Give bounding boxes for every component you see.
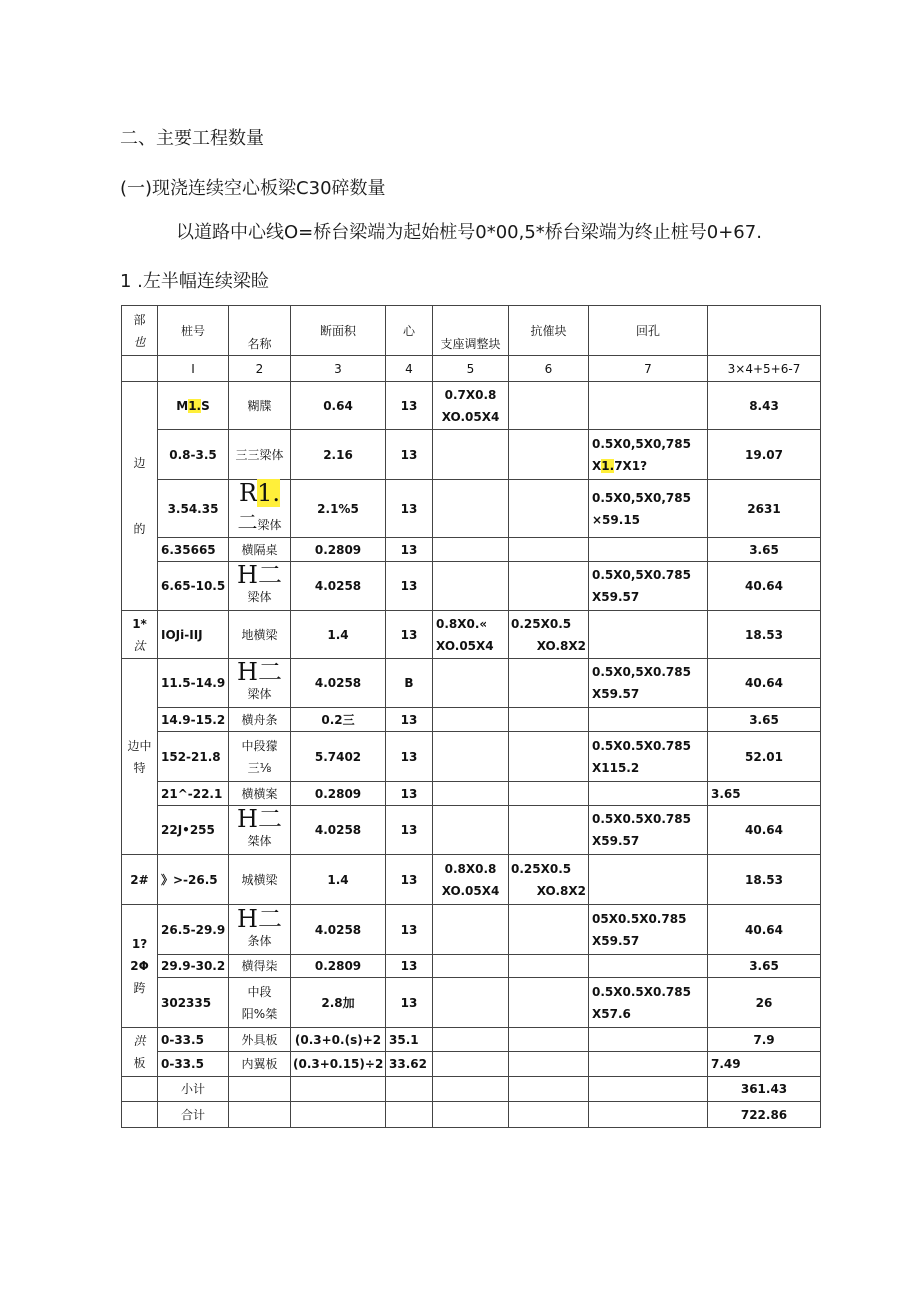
table-row: 1* 汰 IOJi-IIJ 地横梁 1.4 13 0.8X0.« XO.05X4 0.25X0.5 XO.8X2 18.53 [122, 611, 821, 659]
header-name: 名称 [229, 306, 291, 356]
pile-cell: M1.S [158, 382, 229, 430]
group-label: 2# [122, 855, 158, 905]
table-heading: 1 .左半幅连续梁睑 [120, 271, 269, 292]
section-heading: 二、主要工程数量 [120, 128, 264, 149]
index-row: I 2 3 4 5 6 7 3×4+5+6-7 [122, 356, 821, 382]
total-cell: 8.43 [708, 382, 821, 430]
table-row: 3.54.35 R1. 二梁体 2.1%5 13 0.5X0,5X0,785 ×59.15 2631 [122, 480, 821, 538]
header-length: 心 [386, 306, 433, 356]
table-row: 6.35665 横隔桌 0.2809 13 3.65 [122, 538, 821, 562]
header-part: 部 也 [122, 306, 158, 356]
intro-paragraph: 以道路中心线O=桥台梁端为起始桩号0*00,5*桥台梁端为终止桩号0+67. [176, 222, 762, 243]
table-row: 洪 板 0-33.5 外具板 (0.3+0.(s)+2 35.1 7.9 [122, 1028, 821, 1052]
table-row: 302335 中段 阳%桀 2.8加 13 0.5X0.5X0.785 X57.6 26 [122, 978, 821, 1028]
subtotal-value: 361.43 [708, 1077, 821, 1102]
group-label: 1?2Φ 跨 [122, 905, 158, 1028]
grandtotal-label: 合计 [158, 1102, 229, 1128]
table-row: 2# 》>-26.5 城横梁 1.4 13 0.8X0.8 XO.05X4 0.25X0.5 XO.8X2 18.53 [122, 855, 821, 905]
table-row: 152-21.8 中段獴 三⅛ 5.7402 13 0.5X0.5X0.785 X115.2 52.01 [122, 732, 821, 782]
area-cell: 0.64 [291, 382, 386, 430]
table-header-row [122, 306, 821, 356]
group-label: 边中 特 [122, 659, 158, 855]
subtotal-row [122, 1077, 821, 1102]
quantity-table [121, 305, 821, 1128]
header-area: 断面积 [291, 306, 386, 356]
header-pile: 桩号 [158, 306, 229, 356]
table-row: 14.9-15.2 横舟条 0.2三 13 3.65 [122, 708, 821, 732]
table-row [122, 382, 821, 430]
grandtotal-row [122, 1102, 821, 1128]
name-cell: 糊牒 [229, 382, 291, 430]
table-row: 边中 特 11.5-14.9 H二 梁体 4.0258 B 0.5X0,5X0.785 X59.57 40.64 [122, 659, 821, 708]
header-hole: 回孔 [589, 306, 708, 356]
subtotal-label: 小计 [158, 1077, 229, 1102]
header-total [708, 306, 821, 356]
table-row: 21^-22.1 横横案 0.2809 13 3.65 [122, 782, 821, 806]
table-row: 0-33.5 内翼板 (0.3+0.15)÷2 33.62 7.49 [122, 1052, 821, 1077]
table-row: 29.9-30.2 横得柒 0.2809 13 3.65 [122, 955, 821, 978]
grandtotal-value: 722.86 [708, 1102, 821, 1128]
length-cell: 13 [386, 382, 433, 430]
group-label: 边 的 [122, 382, 158, 611]
header-bearing-block: 支座调整块 [433, 306, 509, 356]
table-row: 22J•255 H二 桀体 4.0258 13 0.5X0.5X0.785 X59.57 40.64 [122, 806, 821, 855]
table-row: 1?2Φ 跨 26.5-29.9 H二 条体 4.0258 13 05X0.5X0.785 X59.57 40.64 [122, 905, 821, 955]
table-row: 6.65-10.5 H二 梁体 4.0258 13 0.5X0,5X0.785 X59.57 40.64 [122, 562, 821, 611]
subsection-heading: (一)现浇连续空心板梁C30碎数量 [120, 178, 386, 199]
bearing-cell: 0.7X0.8 XO.05X4 [433, 382, 509, 430]
group-label: 洪 板 [122, 1028, 158, 1077]
table-row: 0.8-3.5 三三梁体 2.16 13 0.5X0,5X0,785 X1.7X1? 19.07 [122, 430, 821, 480]
header-anti-block: 抗傕块 [509, 306, 589, 356]
group-label: 1* 汰 [122, 611, 158, 659]
